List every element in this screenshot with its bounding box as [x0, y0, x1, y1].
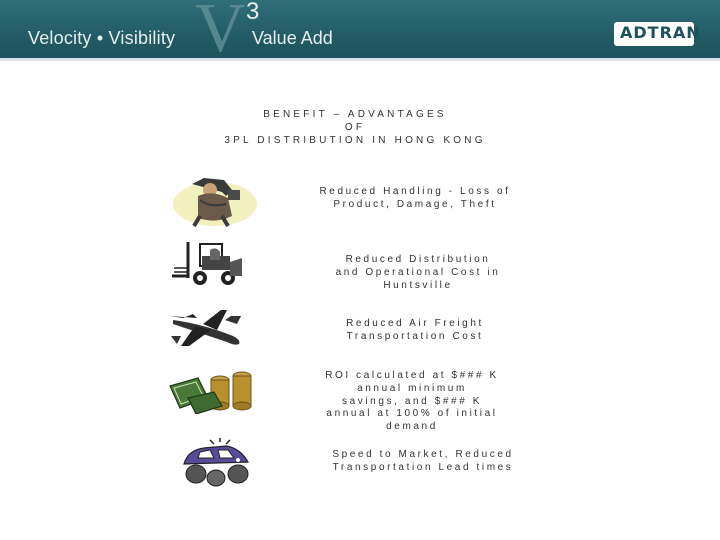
adtran-logo: ADTRAN	[614, 22, 694, 46]
banner-divider	[0, 58, 720, 61]
value-add-label: Value Add	[252, 28, 333, 48]
benefit-roi: ROI calculated at $### K annual minimum savings, and $### K annual at 100% of initial demand	[325, 370, 499, 433]
slide-title-line1: BENEFIT – ADVANTAGES	[263, 109, 447, 120]
v-cubed-superscript: 3	[246, 0, 260, 25]
speeding-car-clipart	[176, 436, 256, 488]
airplane-clipart	[165, 306, 247, 352]
slide-title-line3: 3PL DISTRIBUTION IN HONG KONG	[224, 135, 486, 146]
tagline: Velocity • Visibility	[28, 28, 176, 48]
slide-title-line2: OF	[344, 122, 366, 133]
benefit-reduced-handling: Reduced Handling - Loss of Product, Damage, Theft	[319, 186, 511, 210]
benefit-reduced-air-freight: Reduced Air Freight Transportation Cost	[346, 318, 484, 342]
forklift-clipart	[170, 238, 250, 288]
header-banner	[0, 0, 720, 58]
benefit-speed-to-market: Speed to Market, Reduced Transportation Lead times	[332, 449, 514, 473]
thief-clipart	[170, 176, 260, 228]
v-cubed-logo-letter: V	[195, 0, 246, 58]
benefit-reduced-distribution: Reduced Distribution and Operational Cost in Huntsville	[335, 254, 501, 291]
money-stack-clipart	[166, 368, 262, 414]
